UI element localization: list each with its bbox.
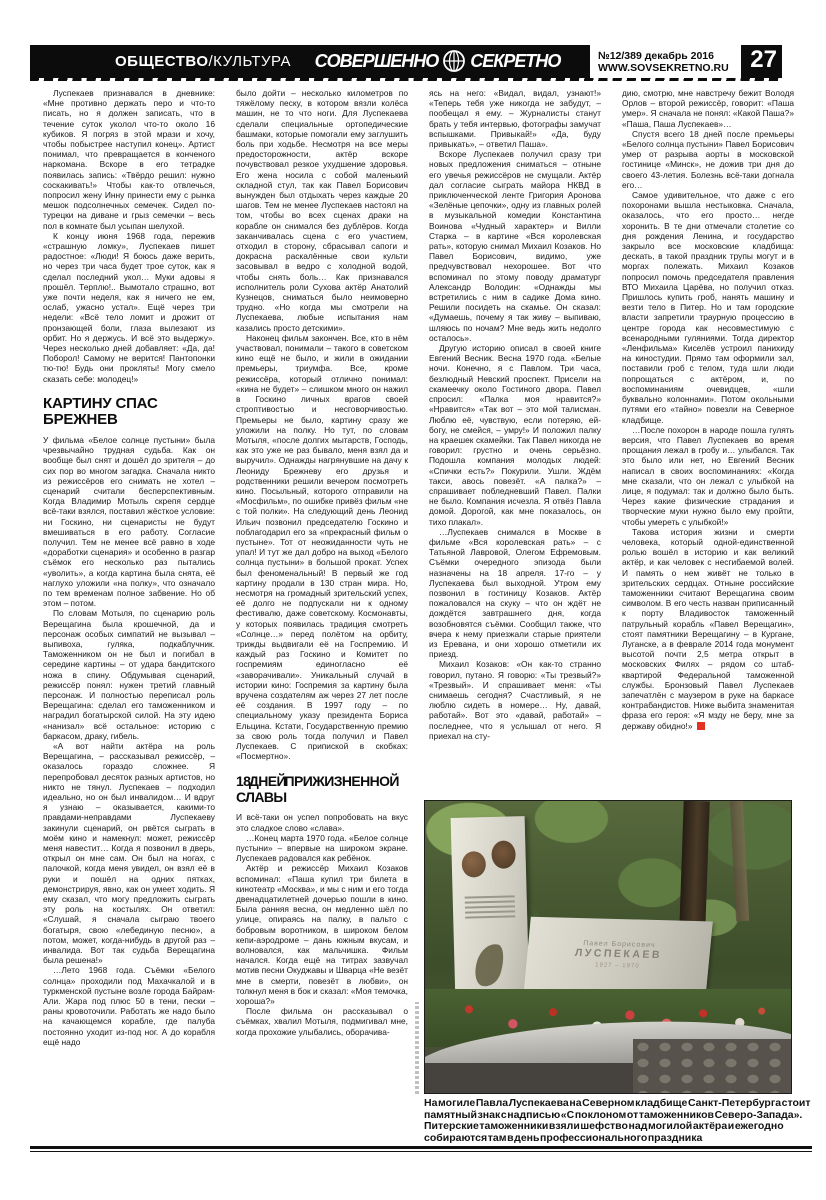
issue-number: №12/389 декабрь 2016 — [598, 49, 714, 62]
article-paragraph: Такова история жизни и смерти человека, который одной-единственной ролью вошёл в историю и как великий актёр, и как человек с несгибаемой волей. И память о нем живёт не только в зрительских сердцах. Отныне российские таможенники считают Верещагина своим символом. В его честь назван приписанный к порту Владивосток таможенный патрульный корабль «Павел Верещагин», стоят памятники Верещагину – в Кургане, Луганске, а в феврале 2014 года монумент высотой почти 2,5 метра открыт в московских Филях – рядом со штаб-квартирой Федеральной таможенной службы. Бронзовый Павел Луспекаев запечатлён с маузером в руке на баркасе контрабандистов. Ниже выбита знаменитая фраза его героя: «Я мзду не беру, мне за державу обидно!» — [622, 526, 794, 731]
article-paragraph: …Конец марта 1970 года. «Белое солнце пустыни» – впервые на широком экране. Луспекаев радовался как ребёнок. — [236, 832, 408, 864]
article-paragraph: Вскоре Луспекаев получил сразу три новых предложения сниматься – отныне его увечья режиссёров не смущали. Актёр дал согласие сыграть майора НКВД в приключенческой ленте Григория Аронова «Зелёные цепочки», одну из главных ролей в музыкальной комедии Константина Воинова «Чудный характер» и Вилли Старка – в картине «Вся королевская рать», которую снимал Михаил Козаков. Но Павел Борисович, видимо, уже предчувствовал нехорошее. Вот что вспоминал по этому поводу драматург Александр Володин: «Однажды мы встретились с ним в садике Дома кино. Решили посидеть на скамье. Он сказал: «Думаешь, почему я так живу – выпиваю, шляюсь по ночам? Мне ведь жить недолго осталось». — [429, 149, 601, 343]
article-column-1 — [43, 88, 215, 1130]
bronze-oak-branch — [471, 940, 508, 990]
article-paragraph: было дойти – несколько километров по тяжёлому песку, в котором вязли колёса машин, не то что ноги. Для Луспекаева сделали специальные ортопедические башмаки, которые помогали ему заглушить боль при ходьбе. Несмотря на все меры предосторожности, актёр вскоре почувствовал резкое ухудшение здоровья. Его жена носила с собой маленький складной стул, так как Павел Борисович вынужден был отдыхать через каждые 20 шагов. Тем не менее Луспекаев настоял на том, чтобы во всех сценах драки на корабле он снимался без дублёров. Когда заканчивалась сцена с его участием, отходил в сторону, сбрасывал сапоги и докрасна раскалённые свои культи засовывал в ведро с холодной водой, чтобы снять боль… Как признавался исполнитель роли Сухова актёр Анатолий Кузнецов, сниматься было неимоверно трудно. «Но когда мы смотрели на Луспекаева, любые испытания нам казались просто детскими». — [236, 88, 408, 333]
bronze-mask-right — [491, 840, 516, 869]
article-paragraph: …После похорон в народе пошла гулять версия, что Павел Луспекаев во время прощания лежал в гробу и… улыбался. Так это было или нет, но Евгений Весник написал в своих воспоминаниях: «Когда мне сказали, что он лежал с улыбкой на лице, я подумал: так и должно было быть. Через какие физические страдания и творческие муки нужно было ему пройти, чтобы умереть с улыбкой!» — [622, 424, 794, 527]
page-number: 27 — [750, 46, 777, 73]
end-of-article-marker — [697, 722, 705, 730]
tree-trunk-small — [730, 801, 749, 922]
photo-credit-vertical — [415, 1002, 419, 1094]
cobblestone-path — [633, 1039, 791, 1093]
article-paragraph: Актёр и режиссёр Михаил Козаков вспоминал: «Паша купил три билета в кинотеатр «Москва», и мы с ним и его тогда двенадцатилетней дочерью пошли в кино. Была ранняя весна, он медленно шёл по улице, опираясь на палку, в пальто с бобровым воротником, в широком белом кепи-аэродроме – дань южным вкусам, и волновался, как мальчишка. Фильм начался. Когда ещё на титрах зазвучал мотив песни Окуджавы и Шварца «Не везёт мне в смерти, повезёт в любви», он толкнул меня в бок и сказал: «Моя темочка, хороша?» — [236, 863, 408, 1007]
section-title-rest: /КУЛЬТУРА — [208, 53, 291, 70]
article-paragraph: Михаил Козаков: «Он как-то странно говорил, путано. Я говорю: «Ты трезвый?» «Трезвый». И спрашивает меня: «Ты снимаешь сегодня? Счастливый, я не люблю сидеть в номере… Ну, давай, работай». Вот это «давай, работай» – последнее, что я услышал от него. Я приехал на сту- — [429, 659, 601, 741]
issue-box — [590, 45, 741, 78]
article-column-3 — [429, 88, 601, 798]
gravestone-name-line1: Павел Борисович — [582, 940, 656, 949]
memorial-stele — [451, 816, 530, 1002]
masthead-logo — [314, 49, 561, 73]
section-title — [115, 53, 291, 70]
article-column-4 — [622, 88, 794, 798]
grave-photo — [424, 800, 792, 1094]
section-title-bold: ОБЩЕСТВО — [115, 53, 209, 70]
article-column-2 — [236, 88, 408, 1130]
article-paragraph: …Луспекаев снимался в Москве в фильме «Вся королевская рать» – с Татьяной Лавровой, Олегом Ефремовым. Съёмки очередного эпизода были назначены на 18 апреля. 17-го – у Луспекаева был выходной. Утром ему позвонил в гостиницу Козаков. Актёр пожаловался на скуку – что он ждёт не дождётся завтрашнего дня, когда возобновятся съёмки. Сообщил также, что вчера к нему приезжали старые приятели из Еревана, и они хорошо отметили их приезд. — [429, 526, 601, 660]
bottom-rule — [30, 1146, 812, 1152]
article-paragraph: После фильма он рассказывал о съёмках, хвалил Мотыля, подмигивал мне, когда прохожие улыбались, оборачива- — [236, 1006, 408, 1037]
section-heading: КАРТИНУ СПАС БРЕЖНЕВ — [43, 394, 158, 428]
stele-engraving-lines — [465, 892, 516, 921]
gravestone-dates: 1927 – 1970 — [594, 962, 640, 970]
article-paragraph: «А вот найти актёра на роль Верещагина, – рассказывал режиссёр, – оказалось гораздо сложнее. Я перепробовал десяток разных артистов, но никто не тянул. Луспекаев – подходил идеально, но он был инвалидом… И вдруг я узнаю – оказывается, какими-то правдами-неправдами Луспекаеву закинули сценарий, он рвётся сыграть в моём кино и намекнул: может, режиссёр меня навестит… Когда я позвонил в дверь, открыл он мне сам. Он был на ногах, с палочкой, когда меня увидел, он взял её в руки и пошёл на одних пятках, демонстрируя, явно, как он умеет ходить. Я ему сказал, что могу предложить сыграть эту роль на костылях. Он ответил: «Слушай, я сначала сыграю твоего богатыря, свою «лебединую песню», а потом, может, когда-нибудь в другой раз – инвалида. Вот так судьба Верещагина была решена!» — [43, 740, 215, 966]
article-paragraph: ясь на него: «Видал, видал, узнают!» «Теперь тебя уже никогда не забудут, – пообещал я ему. – Журналисты станут брать у тебя интервью, фотографы замучат вспышками. Привыкай!» «Да, буду привыкать», – ответил Паша». — [429, 88, 601, 150]
article-paragraph: Другую историю описал в своей книге Евгений Весник. Весна 1970 года. «Белые ночи. Конечно, я с Павлом. Три часа, безлюдный Невский проспект. Присели на скамеечку около Гостиного двора. Павел спросил: «Палка моя нравится?» «Нравится» «Так вот – это мой талисман. Люблю её, чувствую, если потеряю, ей-богу, не смейся, – умру!» И положил палку на краешек скамейки. Так Павел никогда не говорил: грустно и очень серьёзно. Подошла компания молодых людей: «Спички есть?» Покурили. Ушли. Ждём такси, авось повезёт. «А палка?» – спрашивает побледневший Павел. Палки не было. Компания исчезла. Я отвёз Павла домой. Дорогой, как мне показалось, он тихо плакал». — [429, 343, 601, 527]
article-paragraph: И всё-таки он успел попробовать на вкус это сладкое слово «слава». — [236, 812, 408, 833]
article-paragraph: Самое удивительное, что даже с его похоронами вышла нестыковка. Сначала, оказалось, что его просто… негде хоронить. В те дни отмечали столетие со дня рождения Ленина, и государство закрыло все московские кладбища: дескать, в такой праздник трупы могут и в моргах полежать. Михаил Козаков попросил помочь председателя правления ВТО Михаила Царёва, но получил отказ. Пришлось купить гроб, нанять машину и везти тело в Питер. Но и там городские власти запретили траурную процессию в центре города как несовместимую с всенародными гуляниями. Тогда директор «Ленфильма» Киселёв устроил панихиду на киностудии. Прямо там оформили зал, поставили гроб с телом, туда шли люди попрощаться с актёром, и, по воспоминаниям очевидцев, «шли буквально колоннами». Потом окольными путями его «тайно» повезли на Северное кладбище. — [622, 190, 794, 425]
gravestone-name-line2: ЛУСПЕКАЕВ — [574, 946, 663, 962]
article-paragraph: дию, смотрю, мне навстречу бежит Володя Орлов – второй режиссёр, говорит: «Паша умер». Я сначала не понял: «Какой Паша?» «Паша, Паша Луспекаев»… — [622, 88, 794, 129]
masthead-globe-icon — [442, 49, 466, 73]
bronze-mask-left — [461, 851, 486, 878]
article-paragraph: Наконец фильм закончен. Все, кто в нём участвовал, понимали – такого в советском кино ещё не было, и жили в ожидании премьеры, триумфа. Все, кроме режиссёра, который отлично понимал: «кина не будет» – слишком много он нажил в Госкино личных врагов своей строптивостью и несговорчивостью. Премьеры не было, картину сразу же уложили на полку. Но тут, по словам Мотыля, «после долгих мытарств, Господь, как это уже не раз бывало, меня взял да и выручил». Однажды нагрянувшие на дачу к Леониду Брежневу его друзья и родственники решили вечером посмотреть кино. Посыльный, которого отправили на «Мосфильм», по ошибке привёз фильм «не с той полки». На следующий день Леонид Ильич позвонил председателю Госкино и поблагодарил его за «прекрасный фильм о пустыне». Тот от неожиданности чуть не упал! И тут же дал добро на выход «Белого солнца пустыни» в большой прокат. Успех был феноменальный! В первый же год картину продали в 130 стран мира. Но, несмотря на громадный зрительский успех, её долго не подпускали ни к одному фестивалю, даже советскому. Космонавты, у которых появилась традиция смотреть «Солнце…» перед полётом на орбиту, трижды выдвигали её на Госпремию. И каждый раз Госкино и Комитет по госпремиям единогласно её «заворачивали». Уникальный случай в истории кино: Госпремия за картину была вручена создателям аж через 27 лет после её создания. В 1997 году – по специальному указу президента Бориса Ельцина. Кстати, Государственную премию за свою роль тогда получил и Павел Луспекаев. С припиской в скобках: «Посмертно». — [236, 332, 408, 762]
photo-caption: На могиле Павла Луспекаева на Северном кладбище Санкт-Петербурга стоит памятный знак с надписью «С поклоном от таможенников Северо-Запада». Питерские таможенники взяли шефство над могилой актёра и ежегодно собираются там в день профессионального праздника — [424, 1097, 811, 1144]
article-paragraph: У фильма «Белое солнце пустыни» была чрезвычайно трудная судьба. Как он вообще был снят и дошёл до зрителя – до сих пор во многом загадка. Сначала никто из режиссёров его снимать не хотел – сценарий считали бесперспективным. Когда Владимир Мотыль скрепя сердце всё-таки взялся, поставил жёсткое условие: ни Госкино, ни сценаристы не будут вмешиваться в его работу. Согласие получил. Тем не менее всё равно в ходе «доработки сценария» и особенно в разгар съёмок его несколько раз пытались «уволить», а когда картина была снята, её наглухо уложили «на полку», что означало по тем временам полное забвение. Но об этом – потом. — [43, 434, 215, 609]
article-paragraph: …Лето 1968 года. Съёмки «Белого солнца» проходили под Махачкалой и в туркменской пустыне возле города Байрам-Али. Жара под плюс 50 в тени, пески – раны кровоточили. Работать же надо было на качающемся корабле, где палуба постоянно уходит из-под ног. А до корабля ещё надо — [43, 965, 215, 1047]
article-paragraph: По словам Мотыля, по сценарию роль Верещагина была крошечной, да и персонаж особых симпатий не вызывал – выпивоха, гуляка, подкаблучник. Таможенником он не был и погибал в середине картины – от удара бандитского ножа в спину. Обдумывая сценарий, режиссёр понял: нужен третий главный персонаж. И полностью переписал роль Верещагина: сделал его таможенником и наградил богатырской силой. На эту идею «нанизал» всё остальное: историю с баркасом, драку, гибель. — [43, 608, 215, 741]
masthead-word-left: СОВЕРШЕННО — [314, 50, 439, 71]
header-bar — [30, 45, 782, 78]
section-heading: 18 ДНЕЙ ПРИЖИЗНЕННОЙ СЛАВЫ — [236, 773, 399, 806]
article-paragraph: К концу июня 1968 года, пережив «страшную ломку», Луспекаев пишет радостное: «Люди! Я боюсь даже верить, но через три часа будет трое суток, как я сделал последний укол… Муки адовы я прошёл. Терплю!.. Вымотало страшно, вот уже почти неделя, как я ничего не ем, ослаб, ужасно устал». Ещё через три недели: «Всё тело ломит и дрожит от пронзающей боли, глаза вылезают из орбит. Но я держусь. И всё это выдержу». Через несколько дней добавляет: «Да, да! Поборол! Самому не верится! Пантопонки тю-тю! Будь они прокляты! Могу смело сказать себе: молодец!» — [43, 230, 215, 384]
article-paragraph: Спустя всего 18 дней после премьеры «Белого солнца пустыни» Павел Борисович умер от разрыва аорты в московской гостинице «Минск», не дожив три дня до своего 43-летия. Болезнь всё-таки догнала его… — [622, 128, 794, 190]
article-paragraph: Луспекаев признавался в дневнике: «Мне противно держать перо и что-то писать, но я должен записать, что в течение суток уколол что-то около 16 кубиков. Я погряз в этой мрази и хочу, чтобы побыстрее наступил конец». Артист понимал, что превращается в конченого наркомана. Вскоре в его тетрадке появилась запись: «Твёрдо решил: нужно соскакивать!» Чтобы как-то отвлечься, попросил жену Инну принести ему с рынка мешок подсолнечных семечек. Сидел по-турецки на диване и грыз семечки – весь пол в комнате был усыпан шелухой. — [43, 88, 215, 231]
masthead-word-right: СЕКРЕТНО — [470, 50, 561, 71]
website-url: WWW.SOVSEKRETNO.RU — [598, 61, 729, 74]
